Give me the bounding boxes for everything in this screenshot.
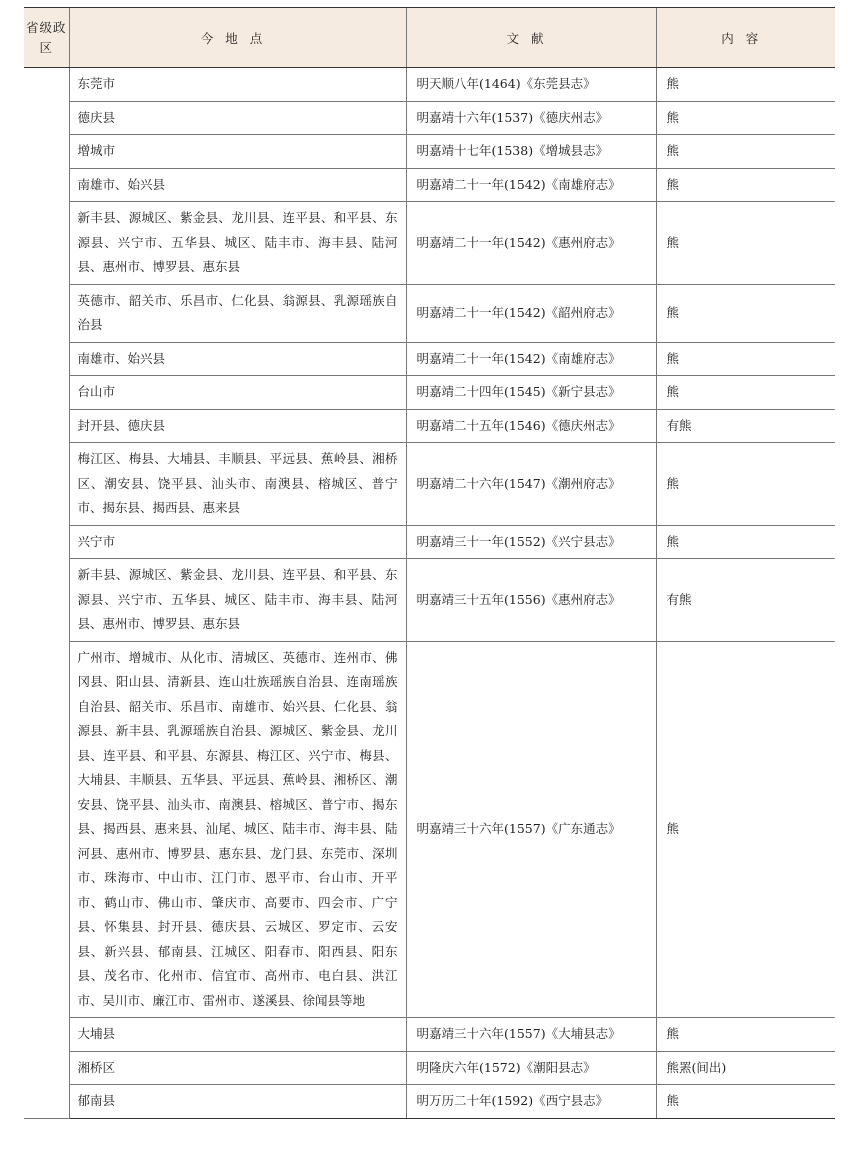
content-cell: 有熊 bbox=[656, 409, 835, 443]
location-cell: 封开县、德庆县 bbox=[69, 409, 406, 443]
header-row bbox=[24, 8, 835, 68]
content-cell: 熊 bbox=[656, 641, 835, 1018]
document-cell: 明嘉靖二十一年(1542)《惠州府志》 bbox=[406, 202, 656, 285]
content-cell: 熊 bbox=[656, 101, 835, 135]
location-cell: 郁南县 bbox=[69, 1085, 406, 1119]
location-cell: 南雄市、始兴县 bbox=[69, 168, 406, 202]
header-content: 内容 bbox=[656, 8, 835, 68]
location-cell: 南雄市、始兴县 bbox=[69, 342, 406, 376]
document-cell: 明隆庆六年(1572)《潮阳县志》 bbox=[406, 1051, 656, 1085]
content-cell: 熊罴(间出) bbox=[656, 1051, 835, 1085]
content-cell: 熊 bbox=[656, 376, 835, 410]
table-row bbox=[24, 641, 835, 1018]
header-document: 文献 bbox=[406, 8, 656, 68]
content-cell: 熊 bbox=[656, 202, 835, 285]
table-row bbox=[24, 135, 835, 169]
table-row bbox=[24, 68, 835, 102]
location-cell: 东莞市 bbox=[69, 68, 406, 102]
table-row bbox=[24, 284, 835, 342]
table-row bbox=[24, 376, 835, 410]
location-cell: 梅江区、梅县、大埔县、丰顺县、平远县、蕉岭县、湘桥区、潮安县、饶平县、汕头市、南澳县、榕城区、普宁市、揭东县、揭西县、惠来县 bbox=[69, 443, 406, 526]
content-cell: 熊 bbox=[656, 68, 835, 102]
location-cell: 台山市 bbox=[69, 376, 406, 410]
content-cell: 熊 bbox=[656, 135, 835, 169]
content-cell: 熊 bbox=[656, 1018, 835, 1052]
document-cell: 明嘉靖三十六年(1557)《广东通志》 bbox=[406, 641, 656, 1018]
content-cell: 熊 bbox=[656, 443, 835, 526]
document-cell: 明嘉靖二十一年(1542)《南雄府志》 bbox=[406, 168, 656, 202]
document-cell: 明嘉靖二十六年(1547)《潮州府志》 bbox=[406, 443, 656, 526]
content-cell: 熊 bbox=[656, 1085, 835, 1119]
location-cell: 大埔县 bbox=[69, 1018, 406, 1052]
table-row bbox=[24, 409, 835, 443]
location-cell: 英德市、韶关市、乐昌市、仁化县、翁源县、乳源瑶族自治县 bbox=[69, 284, 406, 342]
document-cell: 明嘉靖十六年(1537)《德庆州志》 bbox=[406, 101, 656, 135]
document-cell: 明嘉靖三十六年(1557)《大埔县志》 bbox=[406, 1018, 656, 1052]
location-cell: 新丰县、源城区、紫金县、龙川县、连平县、和平县、东源县、兴宁市、五华县、城区、陆丰市、海丰县、陆河县、惠州市、博罗县、惠东县 bbox=[69, 202, 406, 285]
document-cell: 明天顺八年(1464)《东莞县志》 bbox=[406, 68, 656, 102]
document-cell: 明嘉靖三十一年(1552)《兴宁县志》 bbox=[406, 525, 656, 559]
location-cell: 湘桥区 bbox=[69, 1051, 406, 1085]
table-row bbox=[24, 443, 835, 526]
table-row bbox=[24, 1051, 835, 1085]
header-location: 今地点 bbox=[69, 8, 406, 68]
records-table bbox=[24, 7, 835, 1119]
content-cell: 熊 bbox=[656, 284, 835, 342]
document-cell: 明嘉靖十七年(1538)《增城县志》 bbox=[406, 135, 656, 169]
table-row bbox=[24, 168, 835, 202]
table-row bbox=[24, 101, 835, 135]
content-cell: 熊 bbox=[656, 525, 835, 559]
document-cell: 明万历二十年(1592)《西宁县志》 bbox=[406, 1085, 656, 1119]
table-row bbox=[24, 1018, 835, 1052]
location-cell: 新丰县、源城区、紫金县、龙川县、连平县、和平县、东源县、兴宁市、五华县、城区、陆丰市、海丰县、陆河县、惠州市、博罗县、惠东县 bbox=[69, 559, 406, 642]
table-row bbox=[24, 1085, 835, 1119]
table-row bbox=[24, 525, 835, 559]
document-cell: 明嘉靖三十五年(1556)《惠州府志》 bbox=[406, 559, 656, 642]
location-cell: 增城市 bbox=[69, 135, 406, 169]
table-row bbox=[24, 202, 835, 285]
province-cell bbox=[24, 68, 69, 1119]
table-row bbox=[24, 559, 835, 642]
content-cell: 熊 bbox=[656, 342, 835, 376]
document-cell: 明嘉靖二十四年(1545)《新宁县志》 bbox=[406, 376, 656, 410]
content-cell: 熊 bbox=[656, 168, 835, 202]
document-cell: 明嘉靖二十一年(1542)《韶州府志》 bbox=[406, 284, 656, 342]
location-cell: 德庆县 bbox=[69, 101, 406, 135]
table-row bbox=[24, 342, 835, 376]
document-cell: 明嘉靖二十一年(1542)《南雄府志》 bbox=[406, 342, 656, 376]
location-cell: 广州市、增城市、从化市、清城区、英德市、连州市、佛冈县、阳山县、清新县、连山壮族瑶族自治县、连南瑶族自治县、韶关市、乐昌市、南雄市、始兴县、仁化县、翁源县、新丰县、乳源瑶族自治县、源城区、紫金县、龙川县、连平县、和平县、东源县、梅江区、兴宁市、梅县、大埔县、丰顺县、五华县、平远县、蕉岭县、湘桥区、潮安县、饶平县、汕头市、南澳县、榕城区、普宁市、揭东县、揭西县、惠来县、汕尾、城区、陆丰市、海丰县、陆河县、惠州市、博罗县、惠东县、龙门县、东莞市、深圳市、珠海市、中山市、江门市、恩平市、台山市、开平市、鹤山市、佛山市、肇庆市、高要市、四会市、广宁县、怀集县、封开县、德庆县、云城区、罗定市、云安县、新兴县、郁南县、江城区、阳春市、阳西县、阳东县、茂名市、化州市、信宜市、高州市、电白县、洪江市、吴川市、廉江市、雷州市、遂溪县、徐闻县等地 bbox=[69, 641, 406, 1018]
content-cell: 有熊 bbox=[656, 559, 835, 642]
document-cell: 明嘉靖二十五年(1546)《德庆州志》 bbox=[406, 409, 656, 443]
header-province: 省级政区 bbox=[24, 8, 69, 68]
location-cell: 兴宁市 bbox=[69, 525, 406, 559]
